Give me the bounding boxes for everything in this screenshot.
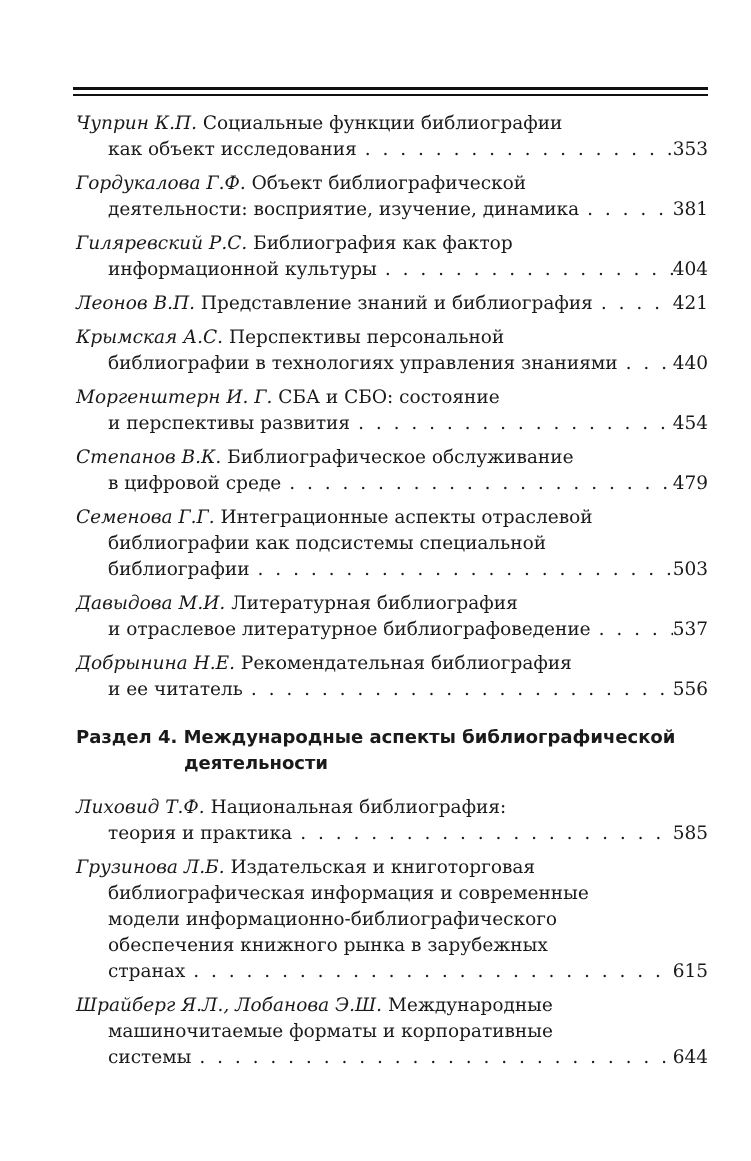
entry-last-line	[76, 351, 708, 377]
entry-title-line	[76, 111, 708, 137]
entry-last-line	[76, 197, 708, 223]
entry-title-text: Библиографическое обслуживание	[227, 447, 574, 468]
toc-entry[interactable]	[76, 231, 708, 283]
entry-title-text: Издательская и книготорговая	[230, 857, 536, 878]
toc-entry[interactable]	[76, 325, 708, 377]
entry-title-text: Международные	[387, 995, 553, 1016]
entry-last-line	[76, 471, 708, 497]
entry-title-text: СБА и СБО: состояние	[278, 387, 500, 408]
page-number: 537	[672, 619, 708, 640]
entry-title-text: странах	[108, 961, 186, 982]
entry-last-line	[76, 411, 708, 437]
page-number: 353	[672, 139, 708, 160]
entry-last-line	[76, 557, 708, 583]
entry-title-line: модели информационно-библиографического	[108, 909, 558, 930]
top-rule-thick	[73, 87, 708, 90]
dot-leader	[377, 257, 673, 283]
entry-author: Степанов В.К.	[76, 447, 222, 468]
entry-last-line	[76, 677, 708, 703]
dot-leader	[185, 959, 672, 985]
entry-author: Леонов В.П.	[76, 293, 195, 314]
entry-last-line	[76, 257, 708, 283]
dot-leader	[243, 677, 673, 703]
entry-author: Давыдова М.И.	[76, 593, 226, 614]
entry-title-text: и перспективы развития	[108, 413, 351, 434]
toc-entry[interactable]	[76, 855, 708, 985]
entry-author: Добрынина Н.Е.	[76, 653, 235, 674]
entry-title-text: в цифровой среде	[108, 473, 282, 494]
entry-title-text: библиографии в технологиях управления знаниями	[108, 353, 618, 374]
toc-entry[interactable]	[76, 111, 708, 163]
entry-author: Шрайберг Я.Л., Лобанова Э.Ш.	[76, 995, 383, 1016]
entry-title-line	[76, 325, 708, 351]
entry-author: Гордукалова Г.Ф.	[76, 173, 246, 194]
dot-leader	[579, 197, 673, 223]
page-number: 381	[672, 199, 708, 220]
dot-leader	[292, 821, 673, 847]
entry-title-text: Интеграционные аспекты отраслевой	[220, 507, 593, 528]
entry-title-wrap	[76, 291, 593, 317]
entry-title-line	[76, 505, 708, 531]
entry-title-text: Литературная библиография	[231, 593, 518, 614]
toc-entries-section-3	[76, 111, 708, 703]
entry-title-line	[76, 171, 708, 197]
entry-author: Грузинова Л.Б.	[76, 857, 225, 878]
page-number: 421	[672, 293, 708, 314]
entry-title-text: Представление знаний и библиография	[200, 293, 593, 314]
section-title-line-2: деятельности	[184, 753, 329, 774]
entry-title-text: Перспективы персональной	[228, 327, 505, 348]
entry-title-text: Национальная библиография:	[210, 797, 507, 818]
entry-author: Крымская А.С.	[76, 327, 224, 348]
entry-title-text: системы	[108, 1047, 192, 1068]
dot-leader	[250, 557, 673, 583]
toc-entry[interactable]	[76, 651, 708, 703]
dot-leader	[350, 411, 673, 437]
entry-author: Семенова Г.Г.	[76, 507, 215, 528]
entry-last-line	[76, 1045, 708, 1071]
entry-title-text: Рекомендательная библиография	[240, 653, 572, 674]
section-title-line-1: Раздел 4. Международные аспекты библиографической	[76, 727, 676, 748]
entry-title-line: обеспечения книжного рынка в зарубежных	[108, 935, 548, 956]
entry-title-text: информационной культуры	[108, 259, 377, 280]
entry-title-text: и ее читатель	[108, 679, 243, 700]
toc-entry[interactable]	[76, 993, 708, 1071]
entry-last-line	[76, 617, 708, 643]
entry-title-line: библиографии как подсистемы специальной	[108, 533, 547, 554]
dot-leader	[357, 137, 673, 163]
entry-author: Лиховид Т.Ф.	[76, 797, 205, 818]
toc-entry[interactable]	[76, 385, 708, 437]
entry-title-line: библиографическая информация и современные	[108, 883, 589, 904]
entry-title-text: Социальные функции библиографии	[202, 113, 563, 134]
entry-author: Чуприн К.П.	[76, 113, 197, 134]
dot-leader	[593, 291, 673, 317]
dot-leader	[191, 1045, 672, 1071]
entry-title-line	[76, 591, 708, 617]
toc-entry[interactable]	[76, 171, 708, 223]
page-number: 503	[672, 559, 708, 580]
top-rule-thin	[73, 94, 708, 96]
toc-entry[interactable]	[76, 505, 708, 583]
entry-title-line: машиночитаемые форматы и корпоративные	[108, 1021, 553, 1042]
entry-author: Моргенштерн И. Г.	[76, 387, 273, 408]
entry-last-line	[76, 137, 708, 163]
page-number: 479	[672, 473, 708, 494]
entry-title-text: Библиография как фактор	[253, 233, 513, 254]
entry-title-text: и отраслевое литературное библиографоведение	[108, 619, 591, 640]
toc-entry[interactable]	[76, 795, 708, 847]
entry-title-text: библиографии	[108, 559, 250, 580]
page-number: 585	[672, 823, 708, 844]
entry-title-text: Объект библиографической	[251, 173, 527, 194]
page-number: 556	[672, 679, 708, 700]
entry-last-line	[76, 821, 708, 847]
dot-leader	[591, 617, 673, 643]
entry-title-line	[76, 855, 708, 881]
page-number: 615	[672, 961, 708, 982]
entry-title-line	[76, 385, 708, 411]
dot-leader	[281, 471, 672, 497]
entry-title-line	[76, 651, 708, 677]
entry-title-text: деятельности: восприятие, изучение, динамика	[108, 199, 580, 220]
page-number: 454	[672, 413, 708, 434]
section-heading	[76, 725, 708, 777]
page-number: 440	[672, 353, 708, 374]
entry-title-line	[76, 795, 708, 821]
page-number: 644	[672, 1047, 708, 1068]
toc-entry[interactable]	[76, 591, 708, 643]
page-number: 404	[672, 259, 708, 280]
dot-leader	[618, 351, 673, 377]
entry-last-line	[76, 291, 708, 317]
entry-author: Гиляревский Р.С.	[76, 233, 248, 254]
toc-entries-section-4	[76, 795, 708, 1071]
entry-title-line	[76, 993, 708, 1019]
entry-title-line	[76, 231, 708, 257]
entry-last-line	[76, 959, 708, 985]
entry-title-line	[76, 445, 708, 471]
entry-title-text: как объект исследования	[108, 139, 357, 160]
entry-title-text: теория и практика	[108, 823, 293, 844]
table-of-contents	[76, 111, 708, 1079]
toc-entry[interactable]	[76, 291, 708, 317]
toc-entry[interactable]	[76, 445, 708, 497]
